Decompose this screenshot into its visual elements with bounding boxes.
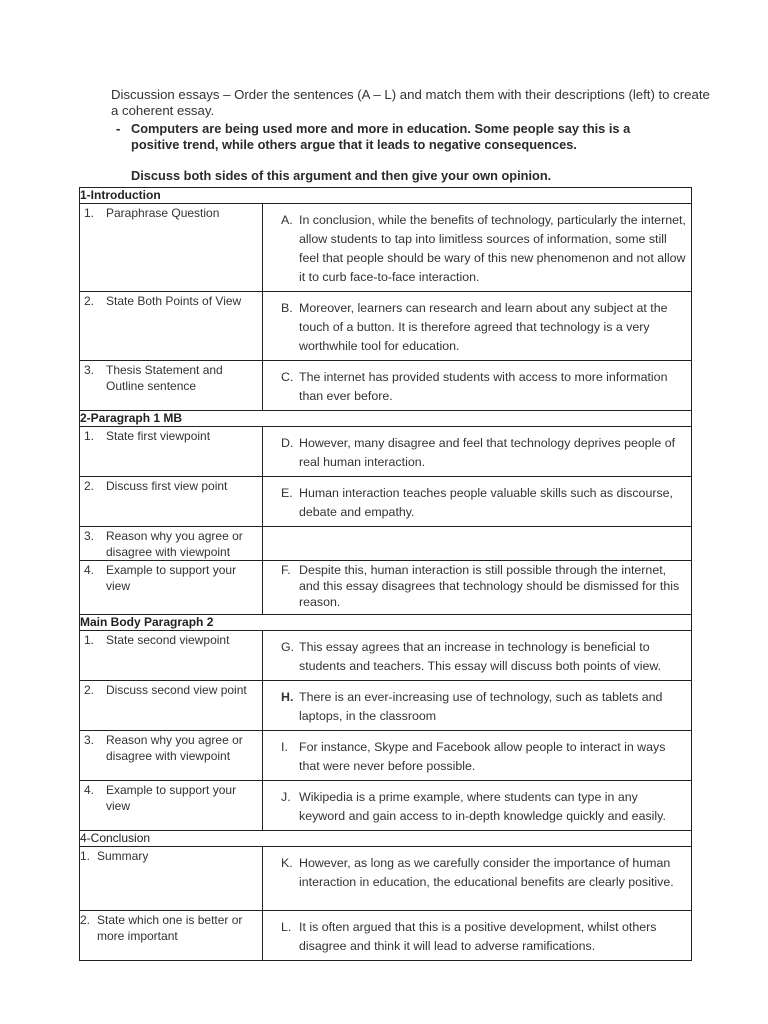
section-title: 4-Conclusion: [80, 831, 692, 847]
table-row: [80, 911, 692, 961]
description-item: 4. Example to support your view: [84, 563, 237, 593]
sentence-K: K. However, as long as we carefully consider the importance of human interaction in education, the educational benefits are clearly positive.: [281, 856, 674, 889]
description-item: 2. Discuss second view point: [84, 683, 247, 697]
description-item: 3. Reason why you agree or disagree with viewpoint: [84, 529, 243, 559]
description-item: 1. State second viewpoint: [84, 633, 230, 647]
description-item: 1. Summary: [80, 849, 149, 863]
description-item: 2. State Both Points of View: [84, 294, 242, 308]
section-title: 2-Paragraph 1 MB: [80, 411, 692, 427]
table-row: [80, 781, 692, 831]
section-title: Main Body Paragraph 2: [80, 615, 692, 631]
sentence-G: G. This essay agrees that an increase in technology is beneficial to students and teachers. This essay will discuss both points of view.: [281, 640, 662, 673]
table-row: [80, 204, 692, 292]
sentence-A: A. In conclusion, while the benefits of technology, particularly the internet, allow students to tap into limitless sources of information, some still feel that people should be wary of this new phenomenon and not allow it to curb face-to-face interaction.: [281, 213, 686, 284]
table-row: [80, 631, 692, 681]
table-row: [80, 527, 692, 561]
bullet-dash: -: [116, 121, 121, 136]
section-row-paragraph-1: [80, 411, 692, 427]
sentence-D: D. However, many disagree and feel that technology deprives people of real human interaction.: [281, 436, 676, 469]
table-row: [80, 477, 692, 527]
table-row: [80, 361, 692, 411]
sentence-F: F. Despite this, human interaction is still possible through the internet, and this essay disagrees that technology should be dismissed for this reason.: [281, 563, 680, 609]
sentence-I: I. For instance, Skype and Facebook allow people to interact in ways that were never before possible.: [281, 740, 666, 773]
table-row: [80, 561, 692, 615]
table-row: [80, 292, 692, 361]
table-row: [80, 681, 692, 731]
description-item: 4. Example to support your view: [84, 783, 237, 813]
description-item: 3. Reason why you agree or disagree with viewpoint: [84, 733, 243, 763]
table-row: [80, 427, 692, 477]
table-row: [80, 847, 692, 911]
instruction-text: Discussion essays – Order the sentences (A – L) and match them with their descriptions (left) to create a coherent essay.: [111, 87, 710, 118]
section-row-paragraph-2: [80, 615, 692, 631]
description-item: 1. Paraphrase Question: [84, 206, 220, 220]
sentence-J: J. Wikipedia is a prime example, where students can type in any keyword and gain access to in-depth knowledge quickly and easily.: [281, 790, 666, 823]
description-item: 2. Discuss first view point: [84, 479, 228, 493]
section-row-introduction: [80, 188, 692, 204]
prompt-line-1: Computers are being used more and more in education. Some people say this is a: [131, 121, 631, 136]
sentence-H: H. There is an ever-increasing use of technology, such as tablets and laptops, in the classroom: [281, 690, 663, 723]
description-item: 3. Thesis Statement and Outline sentence: [84, 363, 223, 393]
description-item: 1. State first viewpoint: [84, 429, 211, 443]
section-row-conclusion: [80, 831, 692, 847]
sentence-E: E. Human interaction teaches people valuable skills such as discourse, debate and empathy.: [281, 486, 673, 519]
prompt-line-2: positive trend, while others argue that it leads to negative consequences.: [131, 137, 577, 152]
empty-answer-cell: [263, 527, 692, 561]
sentence-B: B. Moreover, learners can research and learn about any subject at the touch of a button. It is therefore agreed that technology is a very worthwhile tool for education.: [281, 301, 668, 353]
description-item: 2. State which one is better or more important: [80, 913, 243, 943]
sentence-C: C. The internet has provided students with access to more information than ever before.: [281, 370, 668, 403]
essay-matching-table: [79, 187, 692, 961]
prompt-line-3: Discuss both sides of this argument and then give your own opinion.: [131, 168, 552, 183]
section-title: 1-Introduction: [80, 188, 692, 204]
table-row: [80, 731, 692, 781]
sentence-L: L. It is often argued that this is a positive development, whilst others disagree and think it will lead to adverse ramifications.: [281, 920, 657, 953]
